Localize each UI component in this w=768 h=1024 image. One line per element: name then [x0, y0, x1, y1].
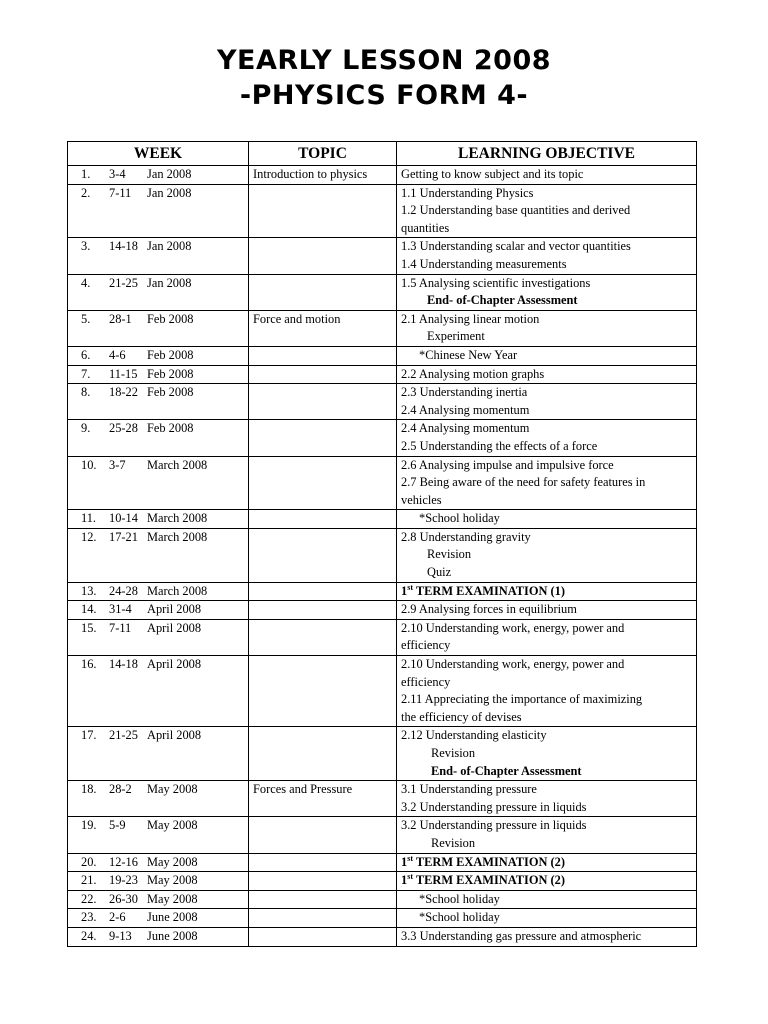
week-days: 19-23: [109, 873, 138, 888]
topic-cell: [249, 238, 397, 274]
week-number: 20.: [81, 854, 97, 869]
exam-ordinal: 1: [401, 873, 408, 888]
objective-line: *School holiday: [419, 511, 500, 526]
table-row: [68, 927, 697, 946]
week-cell: [68, 781, 249, 817]
week-days: 10-14: [109, 511, 138, 526]
topic-cell: [249, 510, 397, 529]
table-row: [68, 909, 697, 928]
exam-ordinal: 1: [401, 854, 408, 869]
objective-line: the efficiency of devises: [401, 709, 522, 724]
week-days: 31-4: [109, 602, 132, 617]
week-month: Feb 2008: [147, 366, 194, 381]
objective-line: Quiz: [427, 565, 452, 580]
topic-cell: [249, 582, 397, 601]
week-cell: [68, 727, 249, 781]
week-days: 21-25: [109, 728, 138, 743]
objective-line: 2.4 Analysing momentum: [401, 421, 530, 436]
objective-line: Revision: [431, 746, 476, 760]
table-row: [68, 619, 697, 655]
objective-cell: [397, 817, 697, 853]
week-cell: [68, 420, 249, 456]
table-row: [68, 528, 697, 582]
table-row: [68, 781, 697, 817]
week-month: March 2008: [147, 457, 208, 472]
objective-line: *School holiday: [419, 910, 500, 925]
objective-line: Revision: [431, 835, 476, 850]
table-row: [68, 184, 697, 238]
topic-cell: [249, 456, 397, 510]
week-cell: [68, 274, 249, 310]
week-cell: [68, 528, 249, 582]
week-number: 3.: [81, 239, 91, 254]
objective-line: efficiency: [401, 638, 451, 653]
header-topic: TOPIC: [249, 142, 397, 166]
objective-cell: [397, 582, 697, 601]
topic-cell: [249, 601, 397, 620]
week-number: 1.: [81, 167, 91, 181]
week-month: Jan 2008: [147, 185, 192, 200]
objective-line: 2.11 Appreciating the importance of maximizing: [401, 692, 643, 707]
topic-cell: Introduction to physics: [249, 166, 397, 185]
objective-line: 1.1 Understanding Physics: [401, 185, 534, 200]
week-number: 7.: [81, 366, 91, 381]
objective-cell: [397, 238, 697, 274]
week-days: 4-6: [109, 347, 126, 362]
week-days: 14-18: [109, 239, 138, 254]
exam-label: [401, 854, 692, 872]
week-days: 2-6: [109, 910, 126, 925]
objective-line: quantities: [401, 220, 450, 235]
week-month: Feb 2008: [147, 347, 194, 362]
week-days: 14-18: [109, 657, 138, 672]
objective-cell: [397, 310, 697, 346]
week-month: May 2008: [147, 873, 198, 888]
week-cell: [68, 853, 249, 872]
objective-line: 2.10 Understanding work, energy, power and: [401, 657, 625, 672]
objective-cell: [397, 781, 697, 817]
table-row: [68, 310, 697, 346]
table-row: [68, 384, 697, 420]
week-days: 28-2: [109, 782, 132, 797]
exam-ordinal-suffix: st: [407, 853, 413, 863]
week-days: 7-11: [109, 185, 132, 200]
topic-cell: Forces and Pressure: [249, 781, 397, 817]
topic-cell: [249, 853, 397, 872]
week-month: March 2008: [147, 583, 208, 598]
objective-line: Revision: [427, 547, 472, 562]
week-days: 21-25: [109, 275, 138, 290]
objective-cell: [397, 184, 697, 238]
week-days: 28-1: [109, 311, 132, 326]
objective-line: 2.10 Understanding work, energy, power and: [401, 620, 625, 635]
week-month: Feb 2008: [147, 421, 194, 436]
table-header-row: [68, 142, 697, 166]
week-cell: [68, 927, 249, 946]
week-number: 19.: [81, 818, 97, 833]
table-row: [68, 166, 697, 185]
week-month: June 2008: [147, 910, 198, 925]
exam-label: [401, 583, 692, 601]
week-days: 12-16: [109, 854, 138, 869]
objective-line: Getting to know subject and its topic: [401, 167, 584, 181]
objective-line: 3.1 Understanding pressure: [401, 782, 537, 797]
exam-title: TERM EXAMINATION (2): [412, 873, 565, 888]
topic-cell: [249, 890, 397, 909]
week-days: 5-9: [109, 818, 126, 833]
objective-cell: [397, 528, 697, 582]
week-number: 5.: [81, 311, 91, 326]
objective-cell: [397, 601, 697, 620]
week-cell: [68, 456, 249, 510]
week-cell: [68, 890, 249, 909]
table-row: [68, 456, 697, 510]
topic-cell: [249, 384, 397, 420]
week-days: 3-7: [109, 457, 126, 472]
exam-ordinal-suffix: st: [407, 872, 413, 882]
objective-cell: [397, 365, 697, 384]
objective-line: 1.2 Understanding base quantities and derived: [401, 203, 631, 218]
objective-cell: [397, 927, 697, 946]
topic-cell: [249, 184, 397, 238]
table-row: [68, 727, 697, 781]
week-days: 18-22: [109, 385, 138, 400]
week-number: 2.: [81, 185, 91, 200]
objective-cell: [397, 420, 697, 456]
objective-cell: [397, 619, 697, 655]
objective-line: 3.2 Understanding pressure in liquids: [401, 818, 587, 833]
table-row: [68, 601, 697, 620]
objective-line: 1.3 Understanding scalar and vector quantities: [401, 239, 631, 254]
objective-line: *Chinese New Year: [419, 347, 518, 362]
topic-cell: [249, 528, 397, 582]
week-days: 11-15: [109, 366, 138, 381]
week-number: 10.: [81, 457, 97, 472]
objective-line: End- of-Chapter Assessment: [431, 763, 582, 778]
week-days: 24-28: [109, 583, 138, 598]
week-cell: [68, 656, 249, 727]
page-title: YEARLY LESSON 2008: [216, 45, 552, 76]
topic-cell: [249, 727, 397, 781]
exam-ordinal: 1: [401, 583, 408, 598]
week-number: 8.: [81, 385, 91, 400]
table-row: [68, 510, 697, 529]
objective-cell: [397, 274, 697, 310]
week-month: April 2008: [147, 602, 202, 617]
objective-line: efficiency: [401, 674, 451, 689]
objective-line: *School holiday: [419, 891, 500, 906]
week-number: 11.: [81, 511, 97, 526]
week-days: 3-4: [109, 167, 126, 181]
objective-line: 2.8 Understanding gravity: [401, 529, 531, 544]
table-row: [68, 420, 697, 456]
objective-line: 2.2 Analysing motion graphs: [401, 366, 545, 381]
week-number: 21.: [81, 873, 97, 888]
table-row: [68, 817, 697, 853]
table-row: [68, 365, 697, 384]
objective-line: Experiment: [427, 329, 485, 344]
objective-line: 2.7 Being aware of the need for safety features in: [401, 475, 646, 490]
header-learning-objective: LEARNING OBJECTIVE: [397, 142, 697, 166]
week-month: Jan 2008: [147, 239, 192, 254]
topic-cell: [249, 872, 397, 891]
objective-cell: [397, 727, 697, 781]
page-subtitle: -PHYSICS FORM 4-: [239, 80, 529, 111]
week-cell: [68, 384, 249, 420]
week-month: June 2008: [147, 928, 198, 943]
week-cell: [68, 365, 249, 384]
topic-cell: [249, 817, 397, 853]
objective-cell: [397, 656, 697, 727]
week-days: 26-30: [109, 891, 138, 906]
week-number: 12.: [81, 529, 97, 544]
week-month: April 2008: [147, 728, 202, 743]
exam-title: TERM EXAMINATION (1): [412, 583, 565, 598]
week-number: 14.: [81, 602, 97, 617]
week-cell: [68, 166, 249, 185]
week-month: Jan 2008: [147, 275, 192, 290]
objective-line: 2.6 Analysing impulse and impulsive force: [401, 457, 614, 472]
week-month: April 2008: [147, 620, 202, 635]
week-number: 13.: [81, 583, 97, 598]
week-cell: [68, 346, 249, 365]
objective-line: End- of-Chapter Assessment: [427, 293, 578, 308]
exam-label: [401, 872, 692, 890]
table-row: [68, 656, 697, 727]
week-number: 16.: [81, 657, 97, 672]
objective-cell: [397, 872, 697, 891]
exam-ordinal-suffix: st: [407, 582, 413, 592]
week-month: April 2008: [147, 657, 202, 672]
week-number: 24.: [81, 928, 97, 943]
week-month: May 2008: [147, 891, 198, 906]
week-cell: [68, 909, 249, 928]
objective-line: vehicles: [401, 492, 442, 507]
topic-cell: [249, 927, 397, 946]
topic-cell: [249, 619, 397, 655]
objective-cell: [397, 890, 697, 909]
week-cell: [68, 817, 249, 853]
week-number: 17.: [81, 728, 97, 743]
week-cell: [68, 310, 249, 346]
table-row: [68, 890, 697, 909]
table-row: [68, 582, 697, 601]
week-cell: [68, 601, 249, 620]
week-cell: [68, 582, 249, 601]
topic-cell: [249, 365, 397, 384]
week-month: Feb 2008: [147, 311, 194, 326]
week-month: May 2008: [147, 782, 198, 797]
week-month: Jan 2008: [147, 167, 192, 181]
week-days: 7-11: [109, 620, 132, 635]
objective-line: 3.3 Understanding gas pressure and atmospheric: [401, 928, 642, 943]
week-number: 22.: [81, 891, 97, 906]
topic-cell: [249, 909, 397, 928]
objective-line: 2.5 Understanding the effects of a force: [401, 438, 598, 453]
objective-line: 2.4 Analysing momentum: [401, 402, 530, 417]
week-month: Feb 2008: [147, 385, 194, 400]
week-number: 18.: [81, 782, 97, 797]
table-row: [68, 853, 697, 872]
objective-line: 1.5 Analysing scientific investigations: [401, 275, 591, 290]
week-cell: [68, 510, 249, 529]
week-cell: [68, 184, 249, 238]
objective-line: 2.12 Understanding elasticity: [401, 728, 547, 743]
objective-cell: [397, 510, 697, 529]
objective-line: 1.4 Understanding measurements: [401, 256, 567, 271]
table-row: [68, 872, 697, 891]
objective-line: 2.3 Understanding inertia: [401, 385, 528, 400]
week-cell: [68, 238, 249, 274]
week-days: 9-13: [109, 928, 132, 943]
topic-cell: [249, 346, 397, 365]
week-number: 23.: [81, 910, 97, 925]
table-row: [68, 238, 697, 274]
week-month: May 2008: [147, 854, 198, 869]
week-number: 15.: [81, 620, 97, 635]
objective-line: 2.1 Analysing linear motion: [401, 311, 540, 326]
week-number: 9.: [81, 421, 91, 436]
exam-title: TERM EXAMINATION (2): [412, 854, 565, 869]
week-days: 25-28: [109, 421, 138, 436]
objective-cell: [397, 346, 697, 365]
table-row: [68, 346, 697, 365]
week-cell: [68, 619, 249, 655]
week-month: March 2008: [147, 511, 208, 526]
header-week: WEEK: [68, 142, 249, 166]
week-month: May 2008: [147, 818, 198, 833]
topic-cell: [249, 420, 397, 456]
week-days: 17-21: [109, 529, 138, 544]
topic-cell: [249, 274, 397, 310]
objective-line: 3.2 Understanding pressure in liquids: [401, 799, 587, 814]
week-cell: [68, 872, 249, 891]
week-number: 4.: [81, 275, 91, 290]
objective-cell: [397, 853, 697, 872]
topic-cell: Force and motion: [249, 310, 397, 346]
objective-cell: [397, 456, 697, 510]
week-month: March 2008: [147, 529, 208, 544]
week-number: 6.: [81, 347, 91, 362]
lesson-plan-table: [67, 141, 697, 947]
objective-cell: [397, 166, 697, 185]
objective-line: 2.9 Analysing forces in equilibrium: [401, 602, 577, 617]
objective-cell: [397, 384, 697, 420]
objective-cell: [397, 909, 697, 928]
table-row: [68, 274, 697, 310]
topic-cell: [249, 656, 397, 727]
